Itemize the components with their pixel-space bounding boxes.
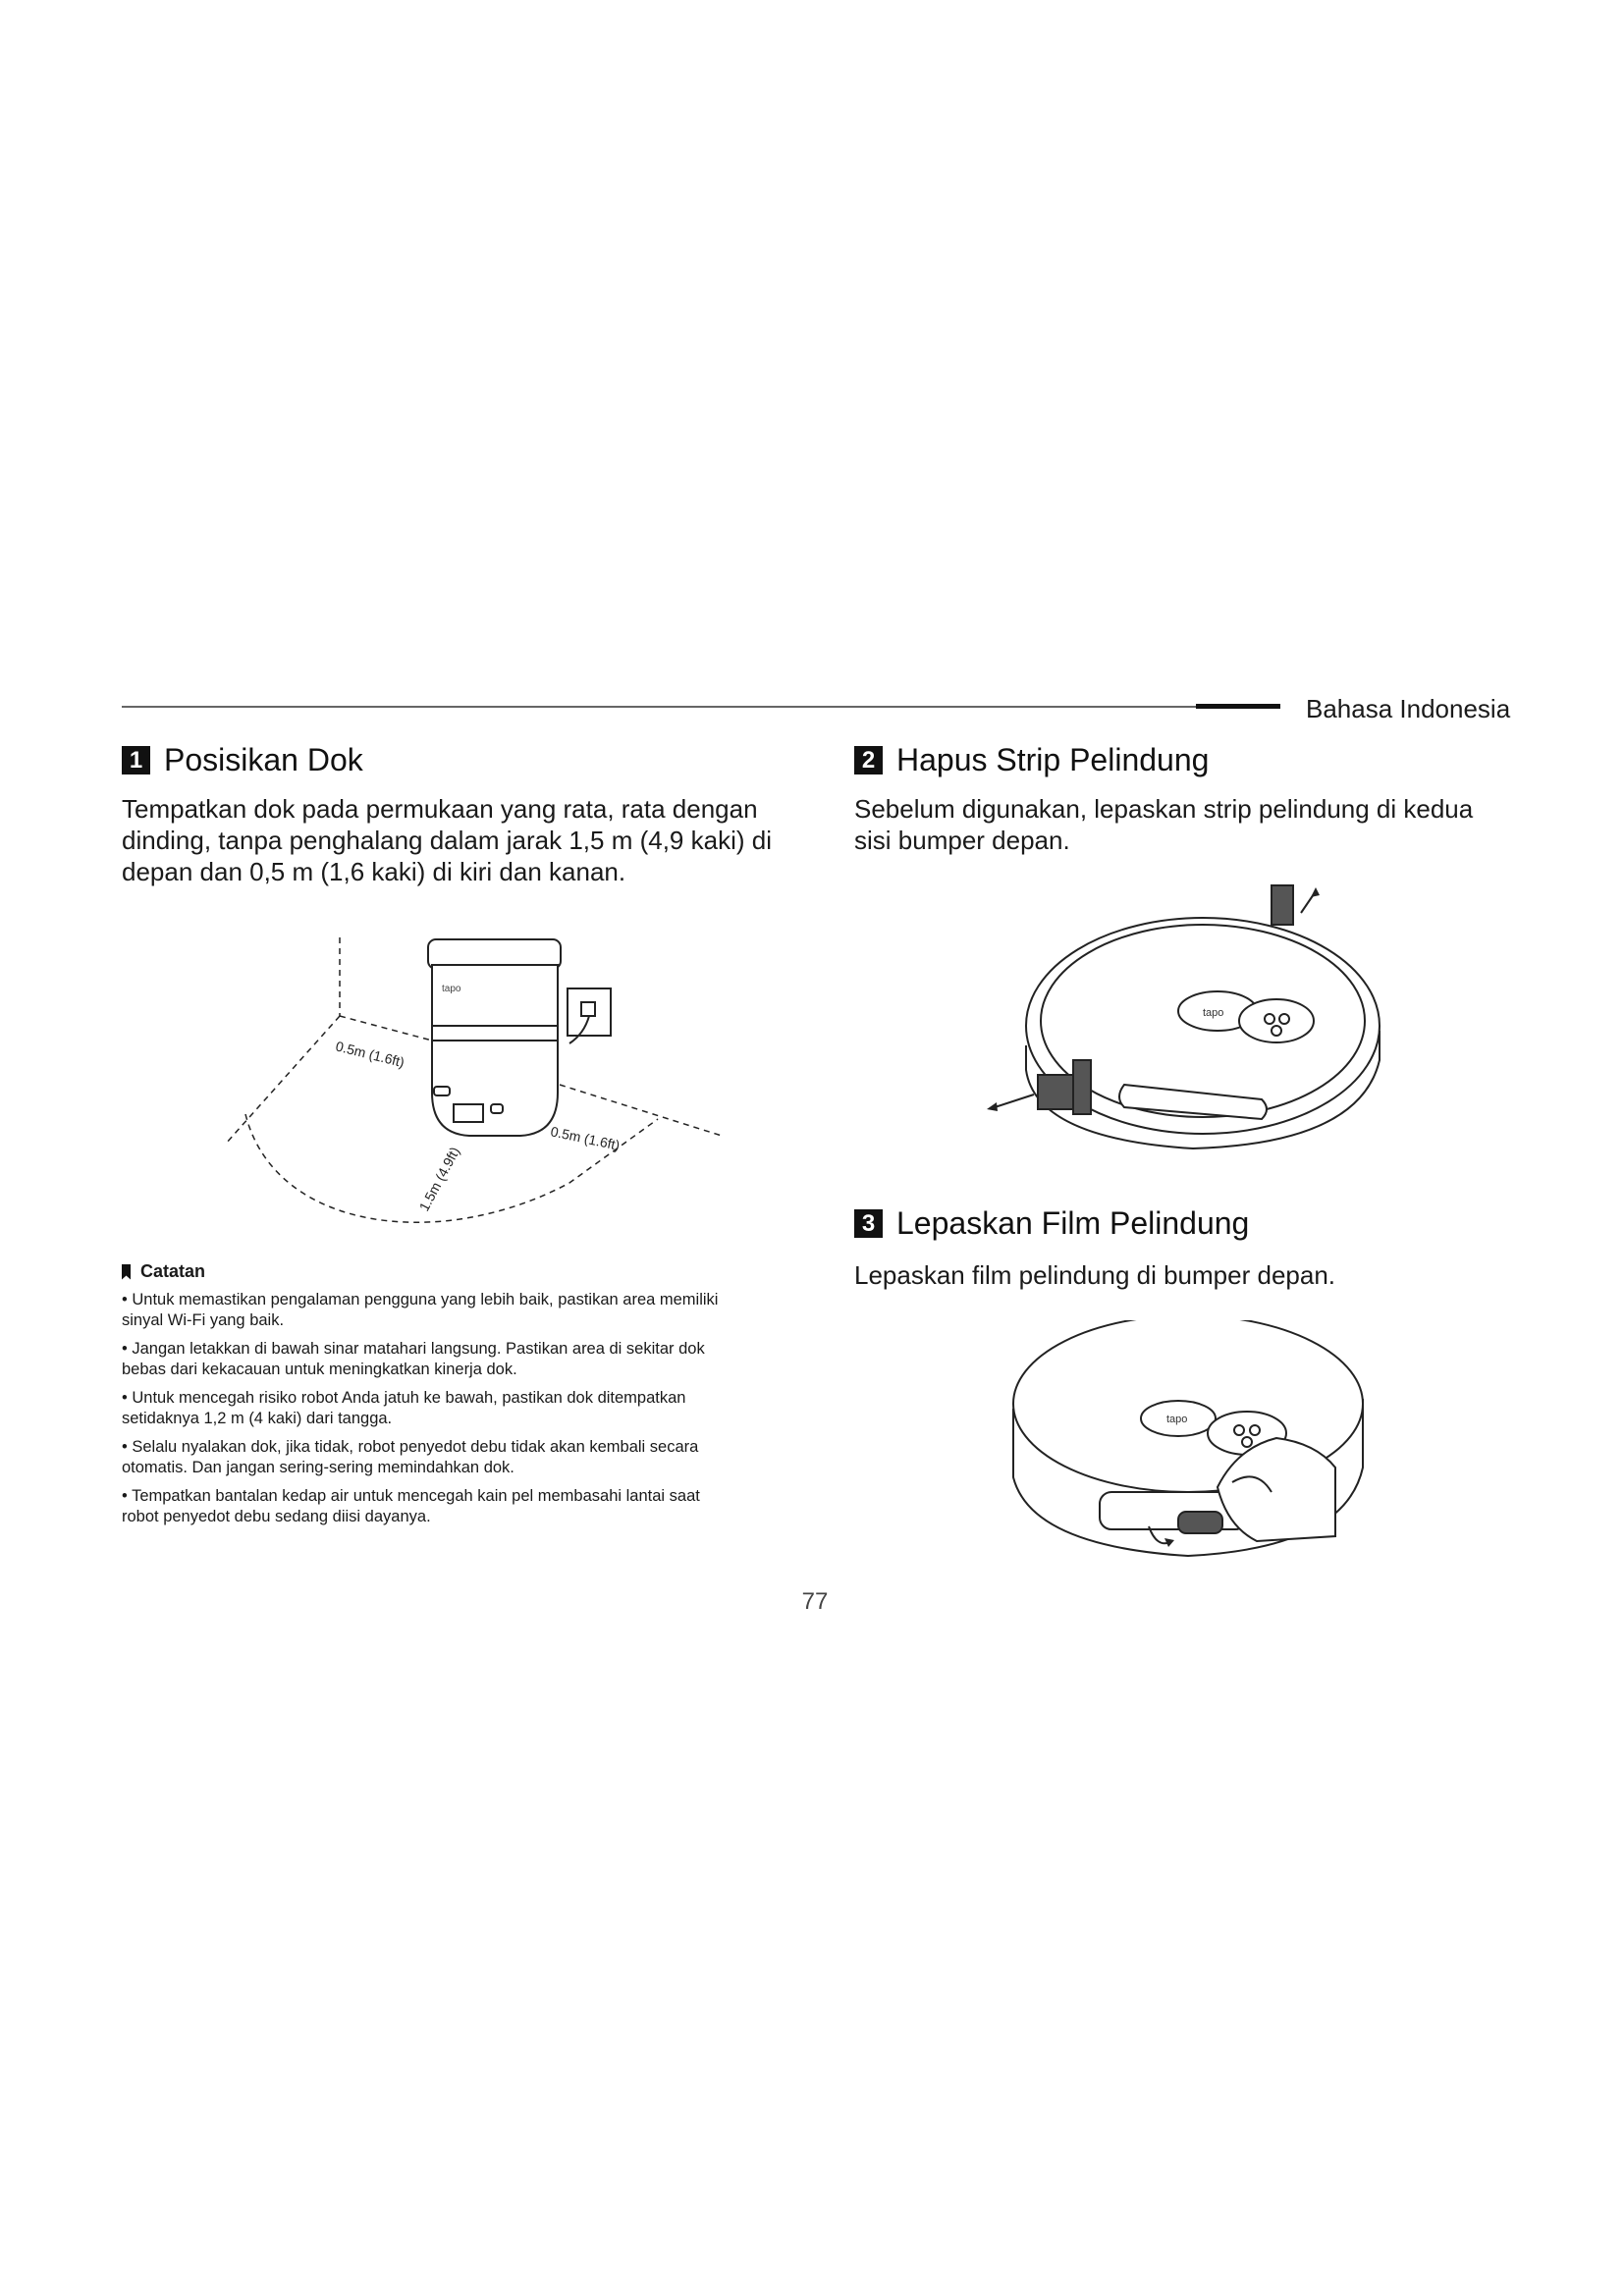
section3-number: 3: [854, 1209, 883, 1238]
label-right-clearance: 0.5m (1.6ft): [549, 1123, 622, 1153]
page-number: 77: [801, 1588, 829, 1615]
header-rule-accent: [1196, 704, 1280, 709]
robot-button: [1272, 1026, 1281, 1036]
dock-brand-text: tapo: [442, 984, 461, 994]
section2-body-line: sisi bumper depan.: [854, 826, 1070, 855]
note-item: [122, 1388, 809, 1429]
note-line: otomatis. Dan jangan sering-sering memindahkan dok.: [122, 1459, 514, 1476]
note-line: bebas dari kekacauan untuk meningkatkan kinerja dok.: [122, 1361, 517, 1378]
note-item: [122, 1290, 809, 1331]
protective-strip-right: [1272, 885, 1293, 925]
strip-tab: [1272, 885, 1293, 925]
arrow-left-icon: [987, 1102, 998, 1111]
robot-strip-figure: [977, 874, 1399, 1168]
section2-body: [854, 793, 1473, 856]
arrow-up-right-icon: [1311, 887, 1320, 897]
dock-port: [434, 1087, 450, 1095]
section1-body-line: depan dan 0,5 m (1,6 kaki) di kiri dan kanan.: [122, 857, 626, 886]
dock-unit: [428, 939, 561, 1136]
section3-title: Lepaskan Film Pelindung: [896, 1205, 1250, 1241]
label-left-clearance: 0.5m (1.6ft): [334, 1038, 406, 1071]
label-front-clearance: 1.5m (4.9ft): [415, 1144, 463, 1214]
protective-film: [1178, 1512, 1222, 1533]
dock-contacts: [454, 1104, 483, 1122]
language-label: Bahasa Indonesia: [1306, 694, 1511, 723]
note-line: sinyal Wi-Fi yang baik.: [122, 1311, 285, 1329]
section3-body: [854, 1259, 1335, 1291]
notes-title-text: Catatan: [140, 1261, 206, 1281]
note-line: setidaknya 1,2 m (4 kaki) dari tangga.: [122, 1410, 393, 1427]
wall-outlet: [568, 988, 611, 1043]
arrow-line: [995, 1095, 1034, 1107]
section3-heading: [854, 1205, 1249, 1242]
dock-port: [491, 1104, 503, 1113]
note-line: • Jangan letakkan di bawah sinar matahari langsung. Pastikan area di sekitar dok: [122, 1340, 705, 1358]
robot-button: [1265, 1014, 1274, 1024]
strip-tab: [1073, 1060, 1091, 1114]
section1-body: [122, 793, 772, 887]
robot-brand-text: tapo: [1203, 1007, 1224, 1019]
note-line: • Untuk memastikan pengalaman pengguna yang lebih baik, pastikan area memiliki: [122, 1291, 719, 1308]
robot-film-figure: [992, 1320, 1384, 1575]
robot-button: [1242, 1437, 1252, 1447]
robot-button: [1234, 1425, 1244, 1435]
dock-placement-figure: [196, 918, 746, 1242]
section1-number: 1: [122, 746, 150, 774]
note-line: • Selalu nyalakan dok, jika tidak, robot penyedot debu tidak akan kembali secara: [122, 1438, 699, 1456]
note-line: • Tempatkan bantalan kedap air untuk mencegah kain pel membasahi lantai saat: [122, 1487, 700, 1505]
wall-baseline-left: [340, 1016, 432, 1041]
note-line: • Untuk mencegah risiko robot Anda jatuh ke bawah, pastikan dok ditempatkan: [122, 1389, 686, 1407]
section1-title: Posisikan Dok: [164, 742, 363, 777]
section2-number: 2: [854, 746, 883, 774]
section1-heading: [122, 742, 363, 778]
robot-brand-text: tapo: [1166, 1414, 1188, 1425]
robot-button: [1250, 1425, 1260, 1435]
section2-title: Hapus Strip Pelindung: [896, 742, 1210, 777]
section1-body-line: dinding, tanpa penghalang dalam jarak 1,5 m (4,9 kaki) di: [122, 826, 772, 855]
notes-title: [122, 1261, 205, 1282]
wall-baseline-right: [560, 1085, 722, 1136]
note-item: [122, 1437, 809, 1478]
section1-body-line: Tempatkan dok pada permukaan yang rata, rata dengan: [122, 794, 758, 824]
notes-list: [122, 1290, 809, 1535]
robot-button: [1279, 1014, 1289, 1024]
note-line: robot penyedot debu sedang diisi dayanya.: [122, 1508, 431, 1525]
section3-body-line: Lepaskan film pelindung di bumper depan.: [854, 1260, 1336, 1290]
header-rule: [122, 706, 1202, 708]
outlet-socket: [581, 1002, 595, 1016]
bookmark-icon: [122, 1264, 131, 1280]
section2-heading: [854, 742, 1209, 778]
section2-body-line: Sebelum digunakan, lepaskan strip pelindung di kedua: [854, 794, 1474, 824]
note-item: [122, 1339, 809, 1380]
floor-wall-left-line: [226, 1016, 340, 1144]
note-item: [122, 1486, 809, 1527]
